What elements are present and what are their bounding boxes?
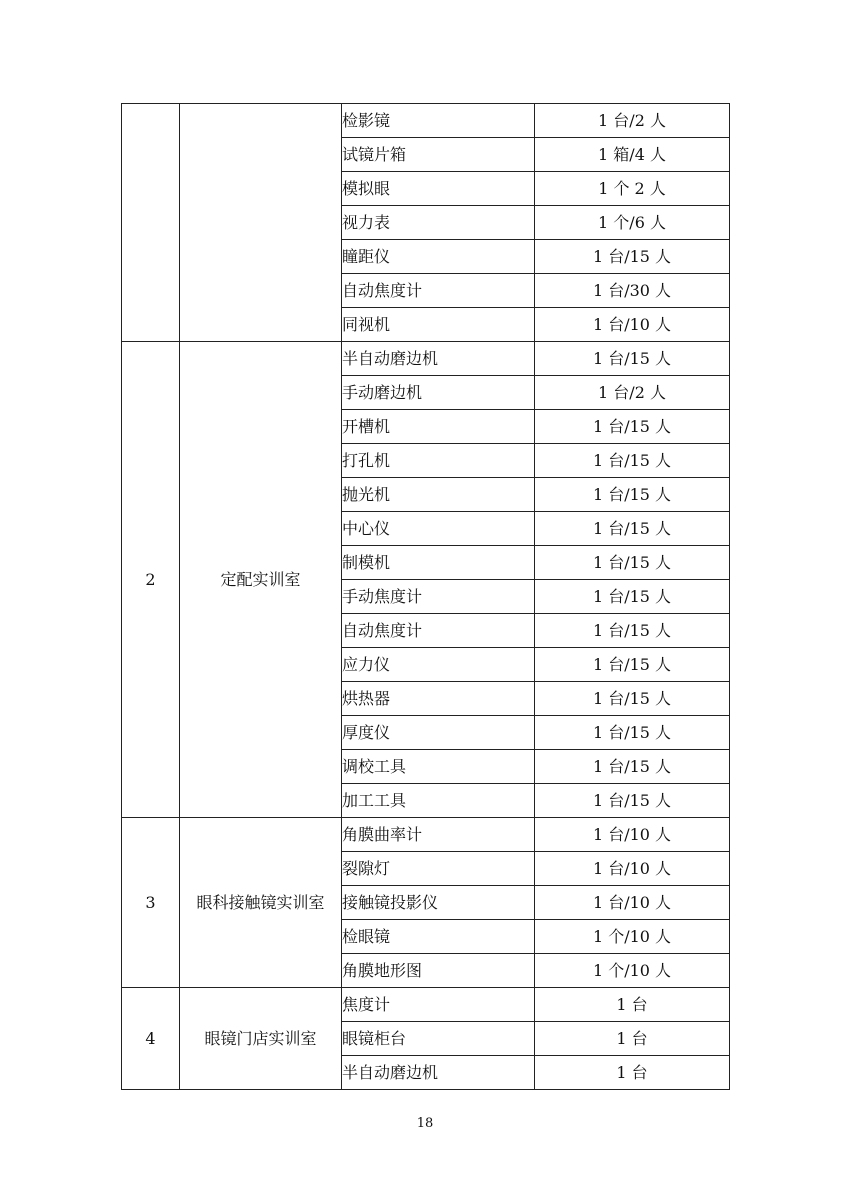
equipment-quantity-cell: 1 台/15 人 xyxy=(535,580,730,614)
equipment-name-cell: 烘热器 xyxy=(342,682,535,716)
equipment-quantity-cell: 1 台/2 人 xyxy=(535,104,730,138)
equipment-name-cell: 开槽机 xyxy=(342,410,535,444)
equipment-name-cell: 应力仪 xyxy=(342,648,535,682)
equipment-quantity-cell: 1 个 2 人 xyxy=(535,172,730,206)
equipment-quantity-cell: 1 台/10 人 xyxy=(535,886,730,920)
equipment-quantity-cell: 1 台/15 人 xyxy=(535,784,730,818)
table-row xyxy=(122,818,730,852)
equipment-name-cell: 焦度计 xyxy=(342,988,535,1022)
equipment-name-cell: 制模机 xyxy=(342,546,535,580)
equipment-quantity-cell: 1 台/10 人 xyxy=(535,852,730,886)
equipment-quantity-cell: 1 台/15 人 xyxy=(535,478,730,512)
equipment-quantity-cell: 1 台/10 人 xyxy=(535,818,730,852)
equipment-name-cell: 厚度仪 xyxy=(342,716,535,750)
equipment-name-cell: 半自动磨边机 xyxy=(342,342,535,376)
row-number-cell: 4 xyxy=(122,988,180,1090)
equipment-quantity-cell: 1 台/10 人 xyxy=(535,308,730,342)
training-room-cell: 眼镜门店实训室 xyxy=(180,988,342,1090)
equipment-quantity-cell: 1 台 xyxy=(535,1022,730,1056)
training-room-cell: 眼科接触镜实训室 xyxy=(180,818,342,988)
equipment-name-cell: 检眼镜 xyxy=(342,920,535,954)
equipment-name-cell: 角膜曲率计 xyxy=(342,818,535,852)
equipment-name-cell: 手动焦度计 xyxy=(342,580,535,614)
equipment-quantity-cell: 1 个/6 人 xyxy=(535,206,730,240)
equipment-quantity-cell: 1 台 xyxy=(535,1056,730,1090)
equipment-name-cell: 自动焦度计 xyxy=(342,614,535,648)
equipment-name-cell: 手动磨边机 xyxy=(342,376,535,410)
row-number-cell xyxy=(122,104,180,342)
equipment-quantity-cell: 1 箱/4 人 xyxy=(535,138,730,172)
training-room-cell: 定配实训室 xyxy=(180,342,342,818)
equipment-quantity-cell: 1 台/30 人 xyxy=(535,274,730,308)
equipment-name-cell: 抛光机 xyxy=(342,478,535,512)
equipment-name-cell: 加工工具 xyxy=(342,784,535,818)
row-number-cell: 3 xyxy=(122,818,180,988)
table-row xyxy=(122,104,730,138)
equipment-name-cell: 视力表 xyxy=(342,206,535,240)
equipment-quantity-cell: 1 台/15 人 xyxy=(535,240,730,274)
row-number-cell: 2 xyxy=(122,342,180,818)
equipment-name-cell: 同视机 xyxy=(342,308,535,342)
equipment-quantity-cell: 1 台/15 人 xyxy=(535,512,730,546)
equipment-quantity-cell: 1 台 xyxy=(535,988,730,1022)
equipment-name-cell: 模拟眼 xyxy=(342,172,535,206)
page-number: 18 xyxy=(416,1116,434,1131)
equipment-name-cell: 瞳距仪 xyxy=(342,240,535,274)
equipment-name-cell: 试镜片箱 xyxy=(342,138,535,172)
equipment-name-cell: 接触镜投影仪 xyxy=(342,886,535,920)
equipment-quantity-cell: 1 台/15 人 xyxy=(535,546,730,580)
equipment-name-cell: 中心仪 xyxy=(342,512,535,546)
equipment-name-cell: 自动焦度计 xyxy=(342,274,535,308)
equipment-quantity-cell: 1 台/15 人 xyxy=(535,648,730,682)
equipment-name-cell: 角膜地形图 xyxy=(342,954,535,988)
table-row xyxy=(122,988,730,1022)
equipment-name-cell: 调校工具 xyxy=(342,750,535,784)
equipment-quantity-cell: 1 台/2 人 xyxy=(535,376,730,410)
equipment-quantity-cell: 1 台/15 人 xyxy=(535,444,730,478)
equipment-quantity-cell: 1 台/15 人 xyxy=(535,682,730,716)
training-room-cell xyxy=(180,104,342,342)
equipment-quantity-cell: 1 个/10 人 xyxy=(535,954,730,988)
equipment-quantity-cell: 1 台/15 人 xyxy=(535,342,730,376)
equipment-quantity-cell: 1 台/15 人 xyxy=(535,750,730,784)
table-row xyxy=(122,342,730,376)
equipment-quantity-cell: 1 个/10 人 xyxy=(535,920,730,954)
equipment-name-cell: 打孔机 xyxy=(342,444,535,478)
equipment-name-cell: 检影镜 xyxy=(342,104,535,138)
equipment-name-cell: 半自动磨边机 xyxy=(342,1056,535,1090)
equipment-table xyxy=(121,103,730,1090)
equipment-quantity-cell: 1 台/15 人 xyxy=(535,614,730,648)
equipment-quantity-cell: 1 台/15 人 xyxy=(535,410,730,444)
equipment-name-cell: 眼镜柜台 xyxy=(342,1022,535,1056)
equipment-name-cell: 裂隙灯 xyxy=(342,852,535,886)
equipment-table-body xyxy=(122,104,730,1090)
equipment-quantity-cell: 1 台/15 人 xyxy=(535,716,730,750)
